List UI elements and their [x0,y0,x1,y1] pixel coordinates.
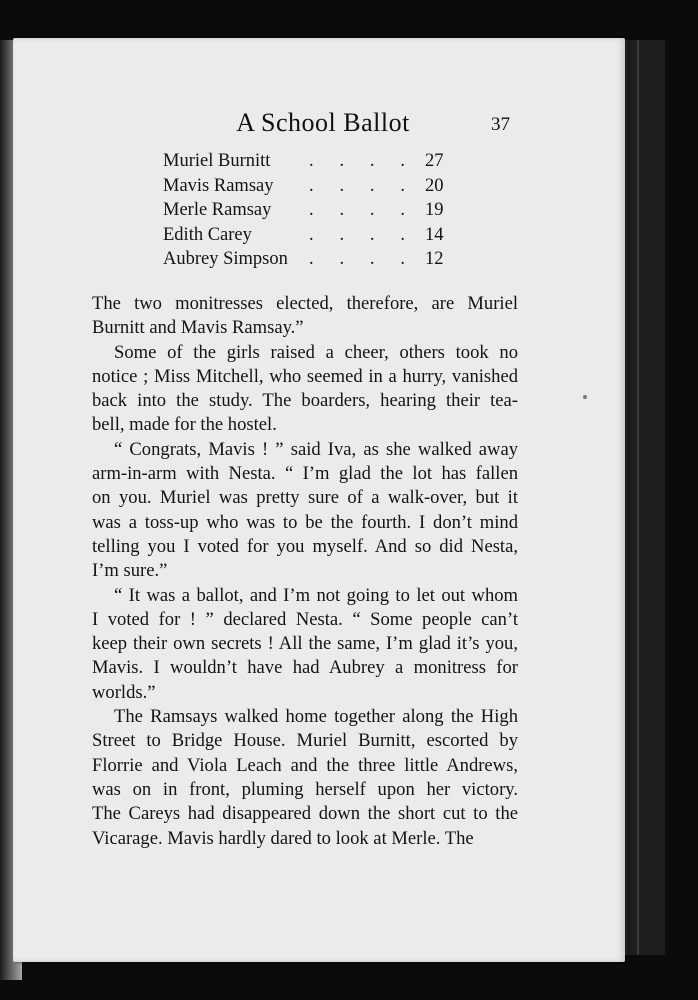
paragraph [92,341,518,438]
text-line: Burnitt and Mavis Ramsay.” [92,317,304,339]
vote-count: 27 [425,151,444,171]
body-text [92,292,518,851]
text-line: Street to Bridge House. Muriel Burnitt, escorted by [92,730,518,752]
leader-dots [309,225,405,246]
leader-dot: . [400,151,405,171]
candidate-name: Aubrey Simpson [163,249,288,269]
text-line: I’m sure.” [92,560,168,582]
text-line: bell, made for the hostel. [92,414,277,436]
vote-count: 12 [425,249,444,269]
candidate-name: Muriel Burnitt [163,151,271,171]
text-line: telling you I voted for you myself. And so did Nesta, [92,535,518,557]
vote-count: 20 [425,175,444,196]
running-title: A School Ballot [236,108,410,137]
candidate-name: Edith Carey [163,224,252,245]
text-line: “ Congrats, Mavis ! ” said Iva, as she walked away [114,438,518,460]
candidate-name: Merle Ramsay [163,200,272,220]
book-page [13,38,625,962]
leader-dot: . [400,175,405,196]
leader-dot: . [309,175,314,196]
text-line: Vicarage. Mavis hardly dared to look at Merle. The [92,827,474,849]
text-line: keep their own secrets ! All the same, I’m glad it’s you, [92,633,518,655]
leader-dot: . [369,249,375,269]
leader-dot: . [339,200,345,220]
leader-dot: . [339,151,345,171]
result-row [163,200,463,225]
leader-dot: . [309,151,314,171]
leader-dot: . [400,200,405,220]
result-row [163,225,463,250]
text-line: I voted for ! ” declared Nesta. “ Some people can’t [92,608,518,630]
result-row [163,176,463,201]
page-number: 37 [491,114,510,135]
leader-dot: . [339,175,345,196]
paragraph [92,705,518,851]
ballot-results-table [163,151,463,274]
text-line: Mavis. I wouldn’t have had Aubrey a monitress for [92,657,518,679]
leader-dot: . [309,200,314,220]
leader-dot: . [369,224,375,245]
leader-dot: . [309,224,314,245]
text-line: The two monitresses elected, therefore, are Muriel [92,293,518,314]
vote-count: 19 [425,200,444,220]
leader-dots [309,176,405,197]
text-line: notice ; Miss Mitchell, who seemed in a hurry, vanished [92,365,518,387]
result-row [163,249,463,274]
text-line: The Careys had disappeared down the short cut to the [92,803,518,825]
leader-dot: . [400,224,405,245]
leader-dots [309,249,405,270]
result-row [163,151,463,176]
text-line: back into the study. The boarders, hearing their tea- [92,390,518,412]
text-line: “ It was a ballot, and I’m not going to let out whom [114,584,518,606]
text-line: Florrie and Viola Leach and the three little Andrews, [92,754,518,776]
vote-count: 14 [425,224,444,245]
leader-dot: . [369,175,375,196]
text-line: arm-in-arm with Nesta. “ I’m glad the lot has fallen [92,463,518,485]
leader-dots [309,200,405,221]
paragraph [92,584,518,705]
leader-dots [309,151,405,172]
page-blemish [583,395,587,399]
text-line: worlds.” [92,681,156,703]
leader-dot: . [339,224,345,245]
text-line: was on in front, pluming herself upon her victory. [92,778,518,800]
leader-dot: . [400,249,405,269]
text-line: The Ramsays walked home together along the High [114,706,518,728]
leader-dot: . [369,200,375,220]
text-line: was a toss-up who was to be the fourth. I don’t mind [92,511,518,533]
candidate-name: Mavis Ramsay [163,175,274,196]
paragraph [92,292,518,341]
text-line: on you. Muriel was pretty sure of a walk-over, but it [92,487,518,509]
leader-dot: . [339,249,345,269]
text-line: Some of the girls raised a cheer, others took no [114,341,518,363]
leader-dot: . [309,249,314,269]
leader-dot: . [369,151,375,171]
paragraph [92,438,518,584]
